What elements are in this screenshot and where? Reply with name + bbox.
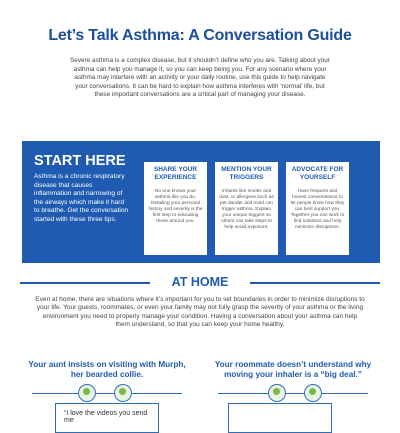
tip-card-advocate: [285, 161, 350, 256]
tip-card-share-experience: [143, 161, 208, 256]
tip-card-title: MENTION YOUR TRIGGERS: [221, 166, 272, 181]
tip-card-text: Irritants like smoke and dust, or allergens such as pet dander and mold can trigger asthma. Explain your unique triggers so others can take steps to help avoid exposure.: [219, 188, 274, 231]
start-here-panel: [22, 141, 380, 263]
at-home-title: AT HOME: [171, 275, 229, 289]
person-avatar-icon: [78, 384, 96, 402]
tip-card-text: No one knows your asthma like you do. Detailing your personal history and severity is the first step to educating those around you.: [148, 188, 203, 225]
quote-bubble-roommate: [228, 403, 332, 433]
tip-card-title: SHARE YOUR EXPERIENCE: [153, 166, 198, 181]
connector-line: [218, 393, 368, 394]
connector-line: [32, 393, 182, 394]
scenario-aunt-avatars: [22, 384, 192, 404]
tip-card-mention-triggers: [214, 161, 279, 256]
scenario-roommate-avatars: [208, 384, 378, 404]
quote-bubble-aunt: “I love the videos you send me: [55, 403, 159, 433]
page-title: Let’s Talk Asthma: A Conversation Guide: [48, 27, 352, 44]
at-home-heading: [20, 275, 380, 289]
tip-card-text: Have frequent and honest conversations to let people know how they can best support you. Together you can work to find solutions and help minimize disruptions.: [290, 188, 345, 231]
scenario-roommate-title: Your roommate doesn’t understand why moving your inhaler is a “big deal.”: [214, 360, 372, 379]
at-home-paragraph: Even at home, there are situations where it’s important for you to set boundaries in order to minimize disruptions to your life. Your guests, roommates, or even your family may not fully grasp the severity of your asthma or the living environment you need to properly manage your condition. Having a conversation about your asthma can help them understand, so that you can keep your home healthy.: [35, 296, 365, 329]
person-avatar-icon: [304, 384, 322, 402]
start-here-text: Asthma is a chronic respiratory disease that causes inflammation and narrowing of the airways which make it hard to breathe. Get the conversation started with these three tips.: [34, 173, 129, 223]
person-avatar-icon: [268, 384, 286, 402]
tip-card-title: ADVOCATE FOR YOURSELF: [291, 166, 344, 181]
scenario-aunt-title: Your aunt insists on visiting with Murph, her bearded collie.: [28, 360, 186, 379]
start-here-title: START HERE: [34, 153, 126, 169]
intro-paragraph: Severe asthma is a complex disease, but it shouldn’t define who you are. Talking about your asthma can help you manage it, so you can keep being you. For any scenario where your asthma may interfere with an activity or your daily routine, use this guide to help navigate your conversations. It can be hard to explain how asthma interferes with ‘normal’ life, but these important conversations are a critical part of managing your disease.: [70, 57, 330, 99]
person-avatar-icon: [114, 384, 132, 402]
